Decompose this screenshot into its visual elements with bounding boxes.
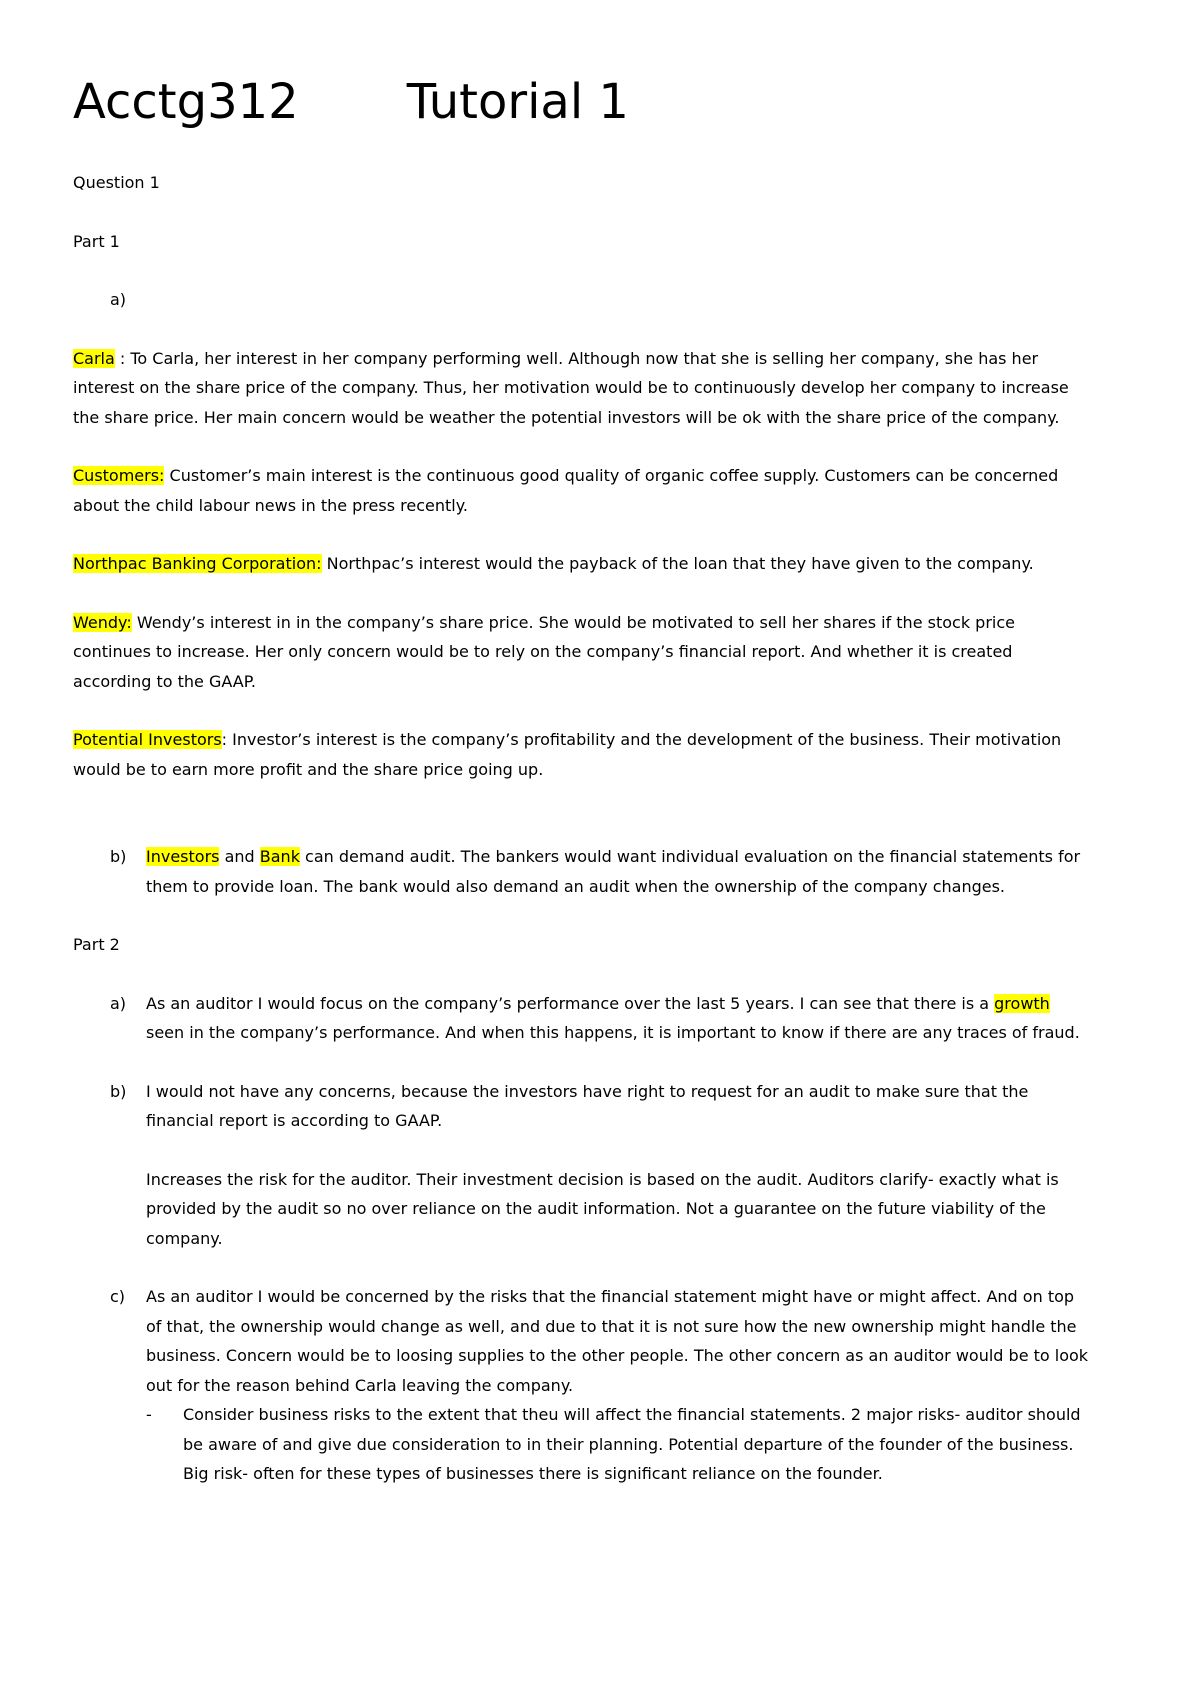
- list-marker: a): [110, 993, 127, 1013]
- part-1-list-b: [73, 842, 1092, 901]
- stakeholder-name: Northpac Banking Corporation:: [73, 554, 322, 573]
- stakeholder-text: Customer’s main interest is the continuous good quality of organic coffee supply. Customers can be concerned about the child labour news in the press recently.: [73, 466, 1059, 515]
- dash-marker: -: [146, 1405, 152, 1424]
- stakeholder-potential-investors: Potential Investors: Investor’s interest is the company’s profitability and the development of the business. Their motivation would be to earn more profit and the share price going up.: [73, 730, 1062, 779]
- stakeholder-name: Customers:: [73, 466, 165, 485]
- stakeholder-carla: Carla : To Carla, her interest in her company performing well. Although now that she is selling her company, she has her interest on the share price of the company. Thus, her motivation would be to continuously develop her company to increase the share price. Her main concern would be weather the potential investors will be ok with the share price of the company.: [73, 348, 1069, 427]
- part-1-heading: Part 1: [73, 231, 120, 251]
- list-marker: c): [110, 1287, 126, 1306]
- course-code: Acctg312: [73, 74, 299, 130]
- part-1-item-a: [73, 285, 1092, 315]
- part-2-list: [73, 989, 1092, 1489]
- dash-text: Consider business risks to the extent that theu will affect the financial statements. 2 major risks- auditor should be aware of and give due consideration to in their planning. Potential departure of the founder of the business. Big risk- often for these types of businesses there is significant reliance on the founder.: [183, 1405, 1081, 1483]
- item-text: can demand audit. The bankers would want individual evaluation on the financial statements for them to provide loan. The bank would also demand an audit when the ownership of the company changes.: [146, 847, 1081, 896]
- dash-list: [146, 1400, 1092, 1489]
- dash-item: [146, 1400, 1092, 1489]
- stakeholder-text: To Carla, her interest in her company performing well. Although now that she is selling her company, she has her interest on the share price of the company. Thus, her motivation would be to continuously develop her company to increase the share price. Her main concern would be weather the potential investors will be ok with the share price of the company.: [73, 348, 1069, 427]
- stakeholder-customers: [73, 461, 1092, 520]
- document-title: [73, 72, 1092, 132]
- list-marker: a): [110, 290, 127, 309]
- part-2-item-c: [73, 1282, 1092, 1489]
- item-text: As an auditor I would be concerned by the risks that the financial statement might have or might affect. And on top of that, the ownership would change as well, and due to that it is not sure how the new ownership might handle the business. Concern would be to loosing supplies to the other people. The other concern as an auditor would be to look out for the reason behind Carla leaving the company.: [146, 1287, 1089, 1395]
- stakeholder-text: Northpac’s interest would the payback of the loan that they have given to the company.: [326, 554, 1034, 573]
- tutorial-label: Tutorial 1: [406, 74, 629, 130]
- highlight-bank: Bank: [259, 847, 300, 866]
- stakeholder-text: Investor’s interest is the company’s profitability and the development of the business. Their motivation would be to earn more profit and the share price going up.: [73, 730, 1062, 779]
- highlight-growth: growth: [994, 993, 1050, 1013]
- list-marker: b): [110, 847, 127, 866]
- part-2-heading: Part 2: [73, 935, 120, 954]
- stakeholder-wendy: [73, 608, 1092, 697]
- stakeholder-text: Wendy’s interest in in the company’s share price. She would be motivated to sell her shares if the stock price continues to increase. Her only concern would be to rely on the company’s financial report. And whether it is created according to the GAAP.: [73, 612, 1015, 691]
- stakeholder-northpac: [73, 549, 1092, 579]
- stakeholder-name: Potential Investors: [73, 730, 222, 749]
- part-2-item-b: [73, 1077, 1092, 1254]
- list-marker: b): [110, 1081, 127, 1101]
- part-1-list: [73, 285, 1092, 315]
- stakeholder-name: Carla: [73, 348, 115, 368]
- item-text: I would not have any concerns, because the investors have right to request for an audit to make sure that the financial report is according to GAAP.: [146, 1081, 1029, 1130]
- question-heading: Question 1: [73, 173, 160, 192]
- part-2-item-a: a) As an auditor I would focus on the company’s performance over the last 5 years. I can see that there is a growth seen in the company’s performance. And when this happens, it is important to know if there are any traces of fraud.: [73, 989, 1092, 1048]
- item-b-extra: Increases the risk for the auditor. Their investment decision is based on the audit. Auditors clarify- exactly what is provided by the audit so no over reliance on the audit information. Not a guarantee on the future viability of the company.: [146, 1169, 1059, 1248]
- highlight-investors: Investors: [146, 847, 220, 866]
- part-1-item-b: b) Investors and Bank can demand audit. The bankers would want individual evaluation on the financial statements for them to provide loan. The bank would also demand an audit when the ownership of the company changes.: [73, 842, 1092, 901]
- stakeholder-name: Wendy:: [73, 612, 132, 632]
